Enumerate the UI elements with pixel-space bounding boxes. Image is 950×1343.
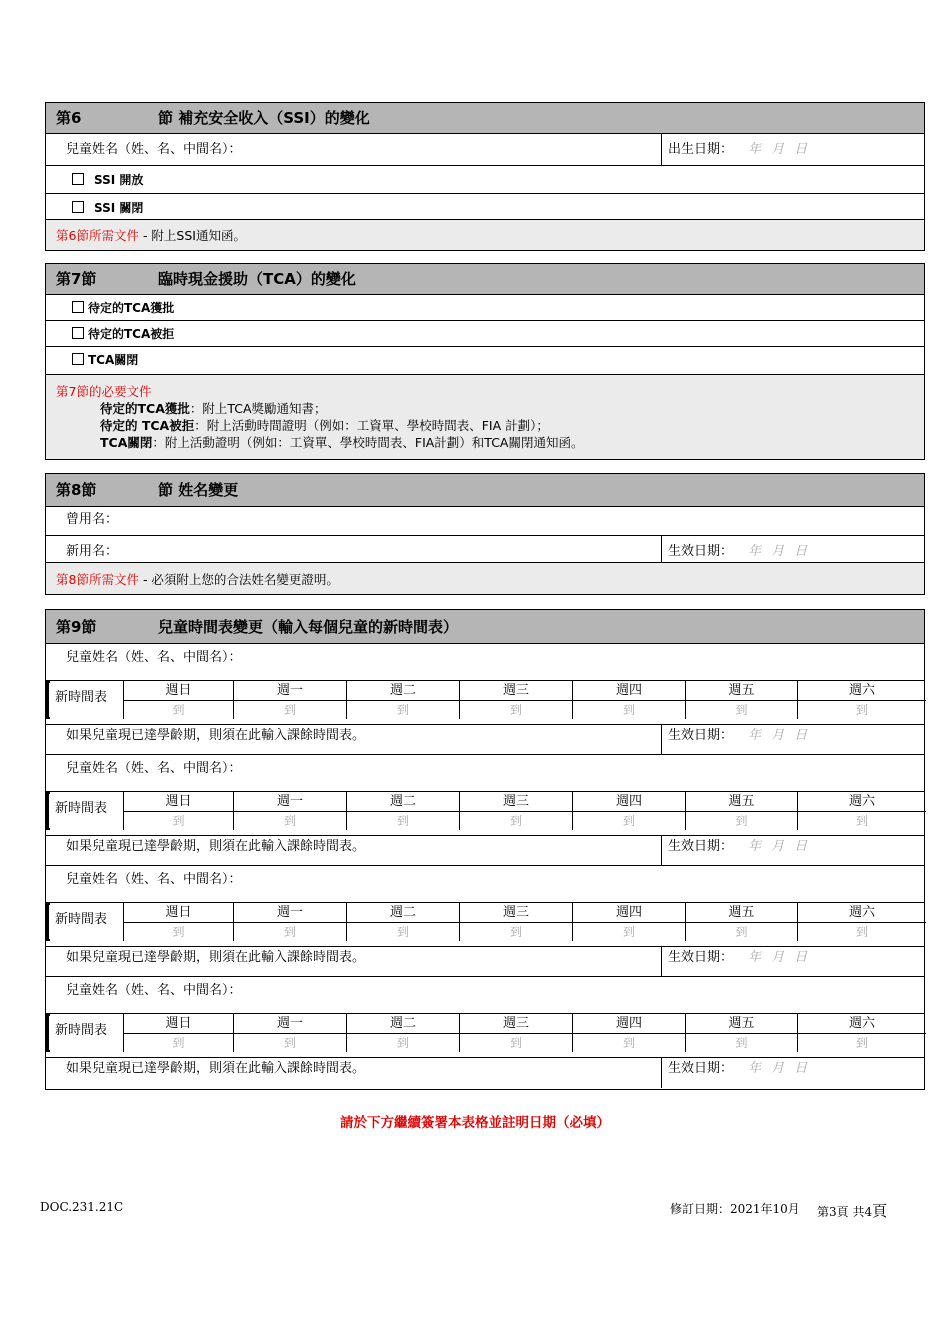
date-hint: 年 月 日 [748, 1061, 811, 1076]
time-range-field[interactable]: 到 [622, 703, 635, 717]
child-name-row [46, 644, 924, 681]
time-range-field[interactable]: 到 [855, 814, 868, 828]
day-name: 週三 [460, 792, 572, 812]
section-8 [45, 473, 925, 595]
day-name: 週日 [124, 903, 233, 923]
day-name: 週二 [347, 792, 459, 812]
time-range-field[interactable]: 到 [855, 925, 868, 939]
day-column [459, 792, 572, 830]
time-range-field[interactable]: 到 [396, 703, 409, 717]
time-range-field[interactable]: 到 [735, 703, 748, 717]
day-column [572, 792, 685, 830]
ssi-open-row [46, 166, 924, 194]
time-range-field[interactable]: 到 [172, 925, 185, 939]
day-column [685, 792, 797, 830]
sign-instruction: 請於下方繼續簽署本表格並註明日期（必填） [340, 1115, 610, 1131]
after-school-row [46, 836, 924, 866]
date-hint: 年 月 日 [748, 950, 811, 965]
page-number-text: 第3頁 共4 [817, 1205, 873, 1219]
tca-denied-label: 待定的TCA被拒 [88, 327, 175, 341]
section-6-docs-text: - 附上SSI通知函。 [138, 228, 246, 243]
tca-denied-row [46, 321, 924, 347]
ssi-close-label: SSI 關閉 [94, 201, 144, 215]
day-name: 週二 [347, 681, 459, 701]
time-range-field[interactable]: 到 [396, 925, 409, 939]
new-name-row [46, 536, 924, 563]
section-7-header [46, 264, 924, 295]
day-name: 週二 [347, 1014, 459, 1034]
children-schedules [46, 644, 924, 1088]
time-range-field[interactable]: 到 [622, 1036, 635, 1050]
effective-date-label: 生效日期： [668, 839, 734, 854]
dob-field[interactable] [661, 134, 924, 165]
day-column [123, 1014, 233, 1052]
child-name-field[interactable]: 兒童姓名（姓、名、中間名）： [66, 983, 242, 998]
day-column [685, 681, 797, 719]
child-name-field[interactable]: 兒童姓名（姓、名、中間名）： [66, 872, 242, 887]
time-range-field[interactable]: 到 [396, 1036, 409, 1050]
time-range-field[interactable]: 到 [283, 703, 296, 717]
date-hint: 年 月 日 [748, 728, 811, 743]
section-9 [45, 609, 925, 1090]
section-6-number: 第6 [56, 109, 82, 127]
tca-denied-doc-text: ：附上活動時間證明（例如：工資單、學校時間表、FIA 計劃）； [194, 418, 549, 433]
new-schedule-row [46, 903, 924, 947]
section-6-docs [46, 220, 924, 250]
former-name-field[interactable]: 曾用名： [66, 512, 119, 527]
schedule-bracket [46, 792, 50, 830]
schedule-effective-date-field[interactable] [661, 725, 924, 754]
schedule-effective-date-field[interactable] [661, 836, 924, 865]
day-name: 週六 [798, 792, 926, 812]
tca-denied-doc-title: 待定的 TCA被拒 [100, 418, 195, 433]
time-range-field[interactable]: 到 [283, 814, 296, 828]
time-range-field[interactable]: 到 [855, 1036, 868, 1050]
day-column [685, 1014, 797, 1052]
section-8-title: 節 姓名變更 [158, 481, 239, 499]
after-school-note: 如果兒童現已達學齡期，則須在此輸入課餘時間表。 [66, 728, 366, 743]
section-8-docs-text: - 必須附上您的合法姓名變更證明。 [138, 572, 339, 587]
tca-approved-label: 待定的TCA獲批 [88, 301, 175, 315]
section-6 [45, 102, 925, 251]
day-name: 週五 [686, 1014, 797, 1034]
dob-label: 出生日期： [668, 142, 734, 157]
day-column [346, 681, 459, 719]
time-range-field[interactable]: 到 [855, 703, 868, 717]
day-column [346, 903, 459, 941]
day-name: 週六 [798, 1014, 926, 1034]
section-6-header [46, 103, 924, 134]
time-range-field[interactable]: 到 [283, 925, 296, 939]
day-column [459, 1014, 572, 1052]
page-number [817, 1200, 887, 1221]
name-effective-date-field[interactable] [661, 536, 924, 562]
day-column [123, 792, 233, 830]
schedule-label: 新時間表 [55, 912, 108, 927]
day-column [123, 903, 233, 941]
tca-approved-doc-text: ：附上TCA獎勵通知書； [189, 401, 327, 416]
tca-closed-doc-title: TCA關閉 [100, 435, 153, 450]
day-column [233, 903, 346, 941]
tca-approved-doc-title: 待定的TCA獲批 [100, 401, 190, 416]
time-range-field[interactable]: 到 [735, 1036, 748, 1050]
former-name-row [46, 507, 924, 536]
section-8-docs [46, 563, 924, 594]
after-school-row [46, 725, 924, 755]
schedule-grid [123, 903, 924, 941]
effective-date-label: 生效日期： [668, 728, 734, 743]
day-name: 週一 [234, 1014, 346, 1034]
schedule-grid [123, 681, 924, 719]
schedule-effective-date-field[interactable] [661, 1058, 924, 1088]
tca-denied-checkbox[interactable] [72, 327, 84, 339]
time-range-field[interactable]: 到 [172, 1036, 185, 1050]
doc-code: DOC.231.21C [40, 1200, 124, 1214]
day-name: 週五 [686, 681, 797, 701]
new-schedule-row [46, 681, 924, 725]
section-6-title: 節 補充安全收入（SSI）的變化 [158, 109, 370, 127]
new-schedule-row [46, 1014, 924, 1058]
time-range-field[interactable]: 到 [172, 814, 185, 828]
ssi-open-label: SSI 開放 [94, 173, 144, 187]
child-name-row [46, 134, 924, 166]
tca-closed-checkbox[interactable] [72, 353, 84, 365]
day-column [572, 681, 685, 719]
section-8-header [46, 474, 924, 507]
day-column [685, 903, 797, 941]
day-name: 週二 [347, 903, 459, 923]
after-school-row [46, 947, 924, 977]
day-column [233, 681, 346, 719]
revision-date: 修訂日期：2021年10月 [670, 1202, 800, 1216]
section-7-docs-title: 第7節的必要文件 [56, 384, 152, 399]
schedule-bracket [46, 681, 50, 719]
child-name-row [46, 866, 924, 903]
day-name: 週五 [686, 792, 797, 812]
time-range-field[interactable]: 到 [622, 925, 635, 939]
child-name-row [46, 977, 924, 1014]
section-8-docs-title: 第8節所需文件 [56, 572, 139, 587]
day-name: 週日 [124, 792, 233, 812]
effective-date-label: 生效日期： [668, 544, 734, 559]
day-name: 週日 [124, 1014, 233, 1034]
time-range-field[interactable]: 到 [509, 925, 522, 939]
section-7 [45, 263, 925, 460]
day-column [572, 1014, 685, 1052]
section-7-docs [46, 375, 924, 459]
day-column [233, 792, 346, 830]
day-name: 週六 [798, 681, 926, 701]
day-name: 週一 [234, 903, 346, 923]
new-schedule-row [46, 792, 924, 836]
day-column [346, 1014, 459, 1052]
section-9-number: 第9節 [56, 618, 97, 636]
section-6-docs-title: 第6節所需文件 [56, 228, 139, 243]
child-name-row [46, 755, 924, 792]
day-column [346, 792, 459, 830]
day-name: 週五 [686, 903, 797, 923]
tca-closed-doc-text: ：附上活動證明（例如：工資單、學校時間表、FIA計劃）和TCA關閉通知函。 [152, 435, 584, 450]
time-range-field[interactable]: 到 [172, 703, 185, 717]
day-name: 週三 [460, 681, 572, 701]
schedule-grid [123, 792, 924, 830]
time-range-field[interactable]: 到 [735, 925, 748, 939]
day-name: 週三 [460, 903, 572, 923]
after-school-note: 如果兒童現已達學齡期，則須在此輸入課餘時間表。 [66, 950, 366, 965]
after-school-note: 如果兒童現已達學齡期，則須在此輸入課餘時間表。 [66, 1061, 366, 1076]
day-column [797, 681, 926, 719]
day-name: 週四 [573, 681, 685, 701]
after-school-note: 如果兒童現已達學齡期，則須在此輸入課餘時間表。 [66, 839, 366, 854]
time-range-field[interactable]: 到 [735, 814, 748, 828]
ssi-close-checkbox[interactable] [72, 201, 84, 213]
schedule-bracket [46, 1014, 50, 1052]
tca-approved-checkbox[interactable] [72, 301, 84, 313]
day-name: 週一 [234, 681, 346, 701]
day-name: 週日 [124, 681, 233, 701]
date-hint: 年 月 日 [748, 142, 811, 157]
time-range-field[interactable]: 到 [509, 1036, 522, 1050]
child-name-field[interactable]: 兒童姓名（姓、名、中間名）： [66, 142, 242, 157]
section-7-number: 第7節 [56, 270, 97, 288]
day-column [572, 903, 685, 941]
effective-date-label: 生效日期： [668, 1061, 734, 1076]
date-hint: 年 月 日 [748, 839, 811, 854]
page-number-suffix: 頁 [872, 1202, 888, 1220]
tca-closed-row [46, 347, 924, 375]
child-name-field[interactable]: 兒童姓名（姓、名、中間名）： [66, 761, 242, 776]
schedule-label: 新時間表 [55, 690, 108, 705]
day-column [459, 903, 572, 941]
new-name-field[interactable]: 新用名： [66, 544, 119, 559]
day-name: 週四 [573, 903, 685, 923]
day-column [797, 1014, 926, 1052]
ssi-open-checkbox[interactable] [72, 173, 84, 185]
day-name: 週四 [573, 792, 685, 812]
day-name: 週六 [798, 903, 926, 923]
child-name-field[interactable]: 兒童姓名（姓、名、中間名）： [66, 650, 242, 665]
after-school-row [46, 1058, 924, 1088]
time-range-field[interactable]: 到 [396, 814, 409, 828]
day-column [797, 903, 926, 941]
date-hint: 年 月 日 [748, 544, 811, 559]
day-column [233, 1014, 346, 1052]
schedule-grid [123, 1014, 924, 1052]
time-range-field[interactable]: 到 [622, 814, 635, 828]
time-range-field[interactable]: 到 [283, 1036, 296, 1050]
schedule-label: 新時間表 [55, 1023, 108, 1038]
time-range-field[interactable]: 到 [509, 703, 522, 717]
day-name: 週一 [234, 792, 346, 812]
tca-approved-row [46, 295, 924, 321]
day-name: 週四 [573, 1014, 685, 1034]
day-column [123, 681, 233, 719]
section-9-header [46, 610, 924, 644]
tca-closed-label: TCA關閉 [88, 353, 139, 367]
schedule-bracket [46, 903, 50, 941]
ssi-close-row [46, 194, 924, 220]
effective-date-label: 生效日期： [668, 950, 734, 965]
day-column [797, 792, 926, 830]
schedule-label: 新時間表 [55, 801, 108, 816]
section-7-title: 臨時現金援助（TCA）的變化 [158, 270, 356, 288]
section-8-number: 第8節 [56, 481, 97, 499]
day-column [459, 681, 572, 719]
schedule-effective-date-field[interactable] [661, 947, 924, 976]
section-9-title: 兒童時間表變更（輸入每個兒童的新時間表） [158, 618, 459, 636]
time-range-field[interactable]: 到 [509, 814, 522, 828]
day-name: 週三 [460, 1014, 572, 1034]
